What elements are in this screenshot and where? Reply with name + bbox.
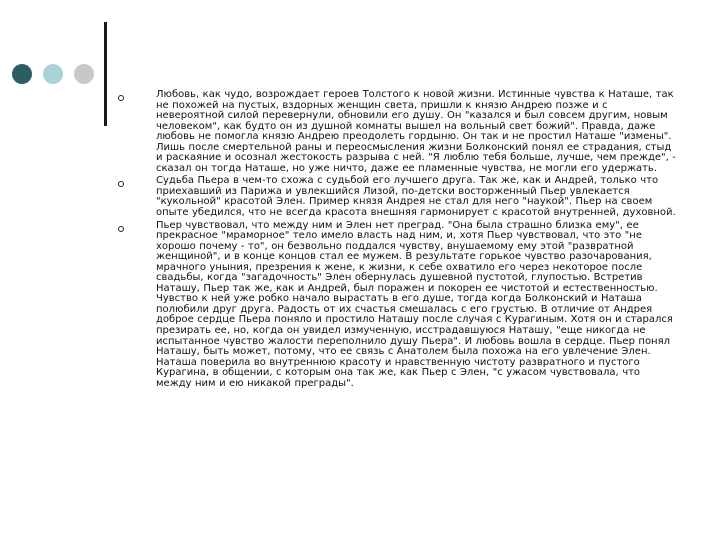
bullet-text: Любовь, как чудо, возрождает героев Толстого к новой жизни. Истинные чувства к Наташе, так не похожей на пустых, вздорных женщин света, пришли к князю Андрею позже и с невероятной силой перевернули, обновили его душу. Он "казался и был совсем другим, новым человеком", как будто он из душной комнаты вышел на вольный свет божий". Правда, даже любовь не помогла князю Андрею преодолеть гордыню. Он так и не простил Наташе "измены". Лишь после смертельной раны и переосмысления жизни Болконский понял ее страдания, стыд и раскаяние и осознал жестокость разрыва с ней. "Я люблю тебя больше, лучше, чем прежде", - сказал он тогда Наташе, но уже ничто, даже ее пламенные чувства, не могли его удержать. bbox=[156, 89, 676, 174]
slide-body bbox=[118, 90, 678, 389]
decorative-dots bbox=[12, 64, 94, 86]
vertical-divider bbox=[104, 22, 107, 126]
hollow-bullet-icon bbox=[118, 95, 124, 101]
bullet-item bbox=[118, 90, 678, 174]
bullet-text: Судьба Пьера в чем-то схожа с судьбой его лучшего друга. Так же, как и Андрей, только что приехавший из Парижа и увлекшийся Лизой, по-детски восторженный Пьер увлекается "кукольной" красотой Элен. Пример князя Андрея не стал для него "наукой". Пьер на своем опыте убедился, что не всегда красота внешняя гармонирует с красотой внутренней, духовной. bbox=[156, 175, 676, 219]
bullet-text: Пьер чувствовал, что между ним и Элен нет преград. "Она была страшно близка ему", ее прекрасное "мраморное" тело имело власть над ним, и, хотя Пьер чувствовал, что это "не хорошо почему - то", он безвольно поддался чувству, внушаемому ему этой "развратной женщиной", и в конце концов стал ее мужем. В результате горькое чувство разочарования, мрачного уныния, презрения к жене, к жизни, к себе охватило его через некоторое после свадьбы, когда "загадочность" Элен обернулась душевной пустотой, глупостью. Встретив Наташу, Пьер так же, как и Андрей, был поражен и покорен ее чистотой и естественностью. Чувство к ней уже робко начало вырастать в его душе, тогда когда Болконский и Наташа полюбили друг друга. Радость от их счастья смешалась с его грустью. В отличие от Андрея доброе сердце Пьера поняло и простило Наташу после случая с Курагиным. Хотя он и старался презирать ее, но, когда он увидел измученную, исстрадавшуюся Наташу, "еще никогда не испытанное чувство жалости переполнило душу Пьера". И любовь вошла в сердце. Пьер понял Наташу, быть может, потому, что ее связь с Анатолем была похожа на его увлечение Элен. Наташа поверила во внутреннюю красоту и нравственную чистоту развратного и пустого Курагина, в общении, с которым она так же, как Пьер с Элен, "с ужасом чувствовала, что между ним и ею никакой преграды". bbox=[156, 219, 673, 389]
bullet-item bbox=[118, 176, 678, 218]
hollow-bullet-icon bbox=[118, 226, 124, 232]
bullet-item bbox=[118, 221, 678, 390]
dot-light-teal bbox=[43, 64, 63, 84]
dot-gray bbox=[74, 64, 94, 84]
dot-dark bbox=[12, 64, 32, 84]
hollow-bullet-icon bbox=[118, 181, 124, 187]
